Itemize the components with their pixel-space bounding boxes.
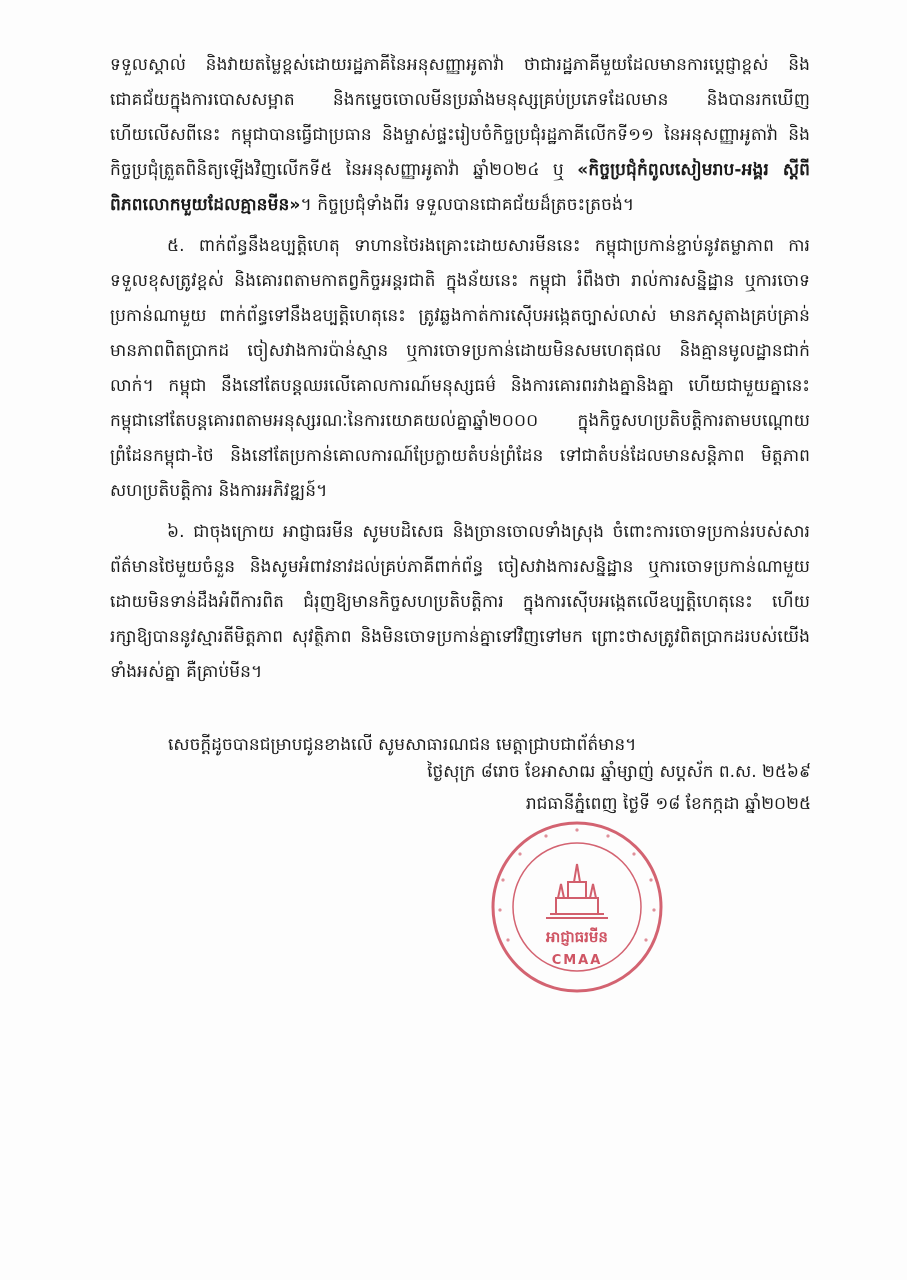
paragraph-6: ៦. ជាចុងក្រោយ អាជ្ញាធរមីន សូមបដិសេធ និងច្រានចោលទាំងស្រុង ចំពោះការចោទប្រកាន់របស់សារព័ត៌មានថៃមួយចំនួន និងសូមអំពាវនាវដល់គ្រប់ភាគីពាក់ព័ន្ធ ចៀសវាងការសន្និដ្ឋាន ឬការចោទប្រកាន់ណាមួយ ដោយមិនទាន់ដឹងអំពីការពិត ជំរុញឱ្យមានកិច្ចសហប្រតិបត្តិការ ក្នុងការស៊ើបអង្កេតលើឧប្បត្តិហេតុនេះ ហើយរក្សាឱ្យបាននូវស្មារតីមិត្តភាព សុវត្ថិភាព និងមិនចោទប្រកាន់គ្នាទៅវិញទៅមក ព្រោះថាសត្រូវពិតប្រាកដរបស់យើងទាំងអស់គ្នា គឺគ្រាប់មីន។ bbox=[110, 522, 810, 682]
seal-label-khmer: អាជ្ញាធរមីន bbox=[546, 928, 608, 946]
paragraph-intro bbox=[110, 48, 810, 223]
document-body bbox=[110, 48, 810, 696]
lunar-date: ថ្ងៃសុក្រ ៨រោច ខែអាសាឍ ឆ្នាំម្សាញ់ សប្តស័ក ព.ស. ២៥៦៩ bbox=[427, 762, 811, 782]
place-date: រាជធានីភ្នំពេញ ថ្ងៃទី ១៨ ខែកក្កដា ឆ្នាំ២០២៥ bbox=[525, 794, 811, 814]
closing-statement: សេចក្តីដូចបានជម្រាបជូនខាងលើ សូមសាធារណជន មេត្តាជ្រាបជាព័ត៌មាន។ bbox=[168, 735, 637, 755]
seal-label-latin: CMAA bbox=[551, 953, 603, 968]
intro-text: ទទួលស្គាល់ និងវាយតម្លៃខ្ពស់ដោយរដ្ឋភាគីនៃអនុសញ្ញាអូតាវ៉ា ថាជារដ្ឋភាគីមួយដែលមានការប្តេជ្ញាខ្ពស់ និងជោគជ័យក្នុងការបោសសម្អាត និងកម្ទេចចោលមីនប្រឆាំងមនុស្សគ្រប់ប្រភេទដែលមាន និងបានរកឃើញ ហើយលើសពីនេះ កម្ពុជាបានធ្វើជាប្រធាន និងម្ចាស់ផ្ទះរៀបចំកិច្ចប្រជុំរដ្ឋភាគីលើកទី១១ នៃអនុសញ្ញាអូតាវ៉ា និងកិច្ចប្រជុំត្រួតពិនិត្យឡើងវិញលើកទី៥ នៃអនុសញ្ញាអូតាវ៉ា ឆ្នាំ២០២៤ ឬ bbox=[110, 55, 810, 180]
paragraph-5: ៥. ពាក់ព័ន្ធនឹងឧប្បត្តិហេតុ ទាហានថៃរងគ្រោះដោយសារមីននេះ កម្ពុជាប្រកាន់ខ្ជាប់នូវតម្លាភាព ការទទួលខុសត្រូវខ្ពស់ និងគោរពតាមកាតព្វកិច្ចអន្តរជាតិ ក្នុងន័យនេះ កម្ពុជា រំពឹងថា រាល់ការសន្និដ្ឋាន ឬការចោទប្រកាន់ណាមួយ ពាក់ព័ន្ធទៅនឹងឧប្បត្តិហេតុនេះ ត្រូវឆ្លងកាត់ការស៊ើបអង្កេតច្បាស់លាស់ មានភស្តុតាងគ្រប់គ្រាន់ មានភាពពិតប្រាកដ ចៀសវាងការប៉ាន់ស្មាន ឬការចោទប្រកាន់ដោយមិនសមហេតុផល និងគ្មានមូលដ្ឋានជាក់លាក់។ កម្ពុជា នឹងនៅតែបន្តឈរលើគោលការណ៍មនុស្សធម៌ និងការគោរពរវាងគ្នានិងគ្នា ហើយជាមួយគ្នានេះ កម្ពុជានៅតែបន្តគោរពតាមអនុស្សរណៈនៃការយោគយល់គ្នាឆ្នាំ២០០០ ក្នុងកិច្ចសហប្រតិបត្តិការតាមបណ្តោយព្រំដែនកម្ពុជា-ថៃ និងនៅតែប្រកាន់គោលការណ៍ប្រែក្លាយតំបន់ព្រំដែន ទៅជាតំបន់ដែលមានសន្តិភាព មិត្តភាព សហប្រតិបត្តិការ និងការអភិវឌ្ឍន៍។ bbox=[110, 236, 810, 501]
date-block bbox=[427, 756, 811, 820]
official-seal bbox=[488, 818, 666, 996]
summit-name: «កិច្ចប្រជុំកំពូលសៀមរាប-អង្គរ ស្តីពីពិភពលោកមួយដែលគ្មានមីន» bbox=[110, 160, 810, 215]
intro-text-end: ។ កិច្ចប្រជុំទាំងពីរ ទទួលបានជោគជ័យដ៏ត្រចះត្រចង់។ bbox=[300, 195, 635, 215]
temple-emblem bbox=[546, 864, 608, 918]
